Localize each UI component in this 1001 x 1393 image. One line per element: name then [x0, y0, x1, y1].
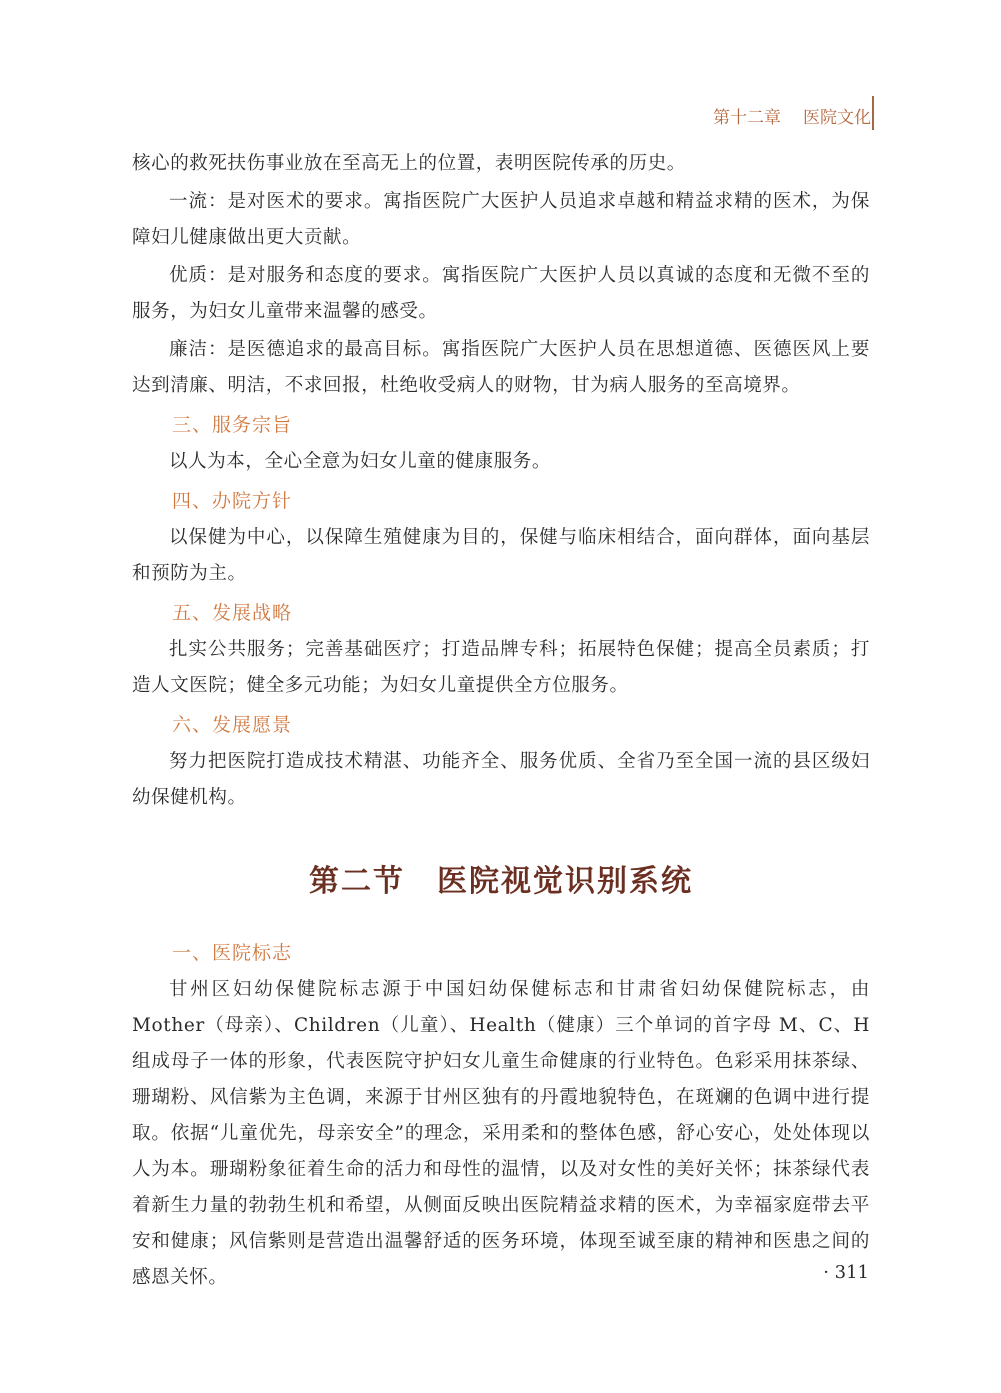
section-title: 第二节 医院视觉识别系统	[309, 864, 693, 899]
page-number: · 311	[823, 1262, 869, 1283]
chapter-number: 第十二章	[713, 107, 781, 128]
running-head	[713, 98, 871, 132]
paragraph-lianjie: 廉洁：是医德追求的最高目标。寓指医院广大医护人员在思想道德、医德医风上要达到清廉、明洁，不求回报，杜绝收受病人的财物，甘为病人服务的至高境界。	[132, 339, 870, 396]
page-body	[132, 146, 870, 1298]
paragraph-development-vision: 努力把医院打造成技术精湛、功能齐全、服务优质、全省乃至全国一流的县区级妇幼保健机构。	[132, 751, 870, 808]
paragraph-guiding-principle: 以保健为中心，以保障生殖健康为目的，保健与临床相结合，面向群体，面向基层和预防为主。	[132, 527, 870, 584]
heading-guiding-principle: 四、办院方针	[172, 490, 293, 512]
paragraph-development-strategy: 扎实公共服务；完善基础医疗；打造品牌专科；拓展特色保健；提高全员素质；打造人文医院；健全多元功能；为妇女儿童提供全方位服务。	[132, 639, 870, 696]
heading-service-tenet: 三、服务宗旨	[172, 414, 293, 436]
paragraph-hospital-logo: 甘州区妇幼保健院标志源于中国妇幼保健标志和甘肃省妇幼保健院标志，由 Mother（母亲）、Children（儿童）、Health（健康）三个单词的首字母 M、C、H 组成母子一体的形象，代表医院守护妇女儿童生命健康的行业特色。色彩采用抹茶绿、珊瑚粉、风信紫为主色调，来源于甘州区独有的丹霞地貌特色，在斑斓的色调中进行提取。依据“儿童优先，母亲安全”的理念，采用柔和的整体色感，舒心安心，处处体现以人为本。珊瑚粉象征着生命的活力和母性的温情，以及对女性的美好关怀；抹茶绿代表着新生力量的勃勃生机和希望，从侧面反映出医院精益求精的医术，为幸福家庭带去平安和健康；风信紫则是营造出温馨舒适的医务环境，体现至诚至康的精神和医患之间的感恩关怀。	[132, 979, 870, 1288]
paragraph-continued: 核心的救死扶伤事业放在至高无上的位置，表明医院传承的历史。	[132, 153, 686, 174]
heading-development-strategy: 五、发展战略	[172, 602, 293, 624]
paragraph-service-tenet: 以人为本，全心全意为妇女儿童的健康服务。	[169, 451, 552, 472]
heading-development-vision: 六、发展愿景	[172, 714, 293, 736]
chapter-title: 医院文化	[803, 107, 871, 128]
paragraph-yiliu: 一流：是对医术的要求。寓指医院广大医护人员追求卓越和精益求精的医术，为保障妇儿健康做出更大贡献。	[132, 191, 870, 248]
paragraph-youzhi: 优质：是对服务和态度的要求。寓指医院广大医护人员以真诚的态度和无微不至的服务，为妇女儿童带来温馨的感受。	[132, 265, 870, 322]
heading-hospital-logo: 一、医院标志	[172, 942, 293, 964]
running-head-divider	[872, 96, 874, 130]
